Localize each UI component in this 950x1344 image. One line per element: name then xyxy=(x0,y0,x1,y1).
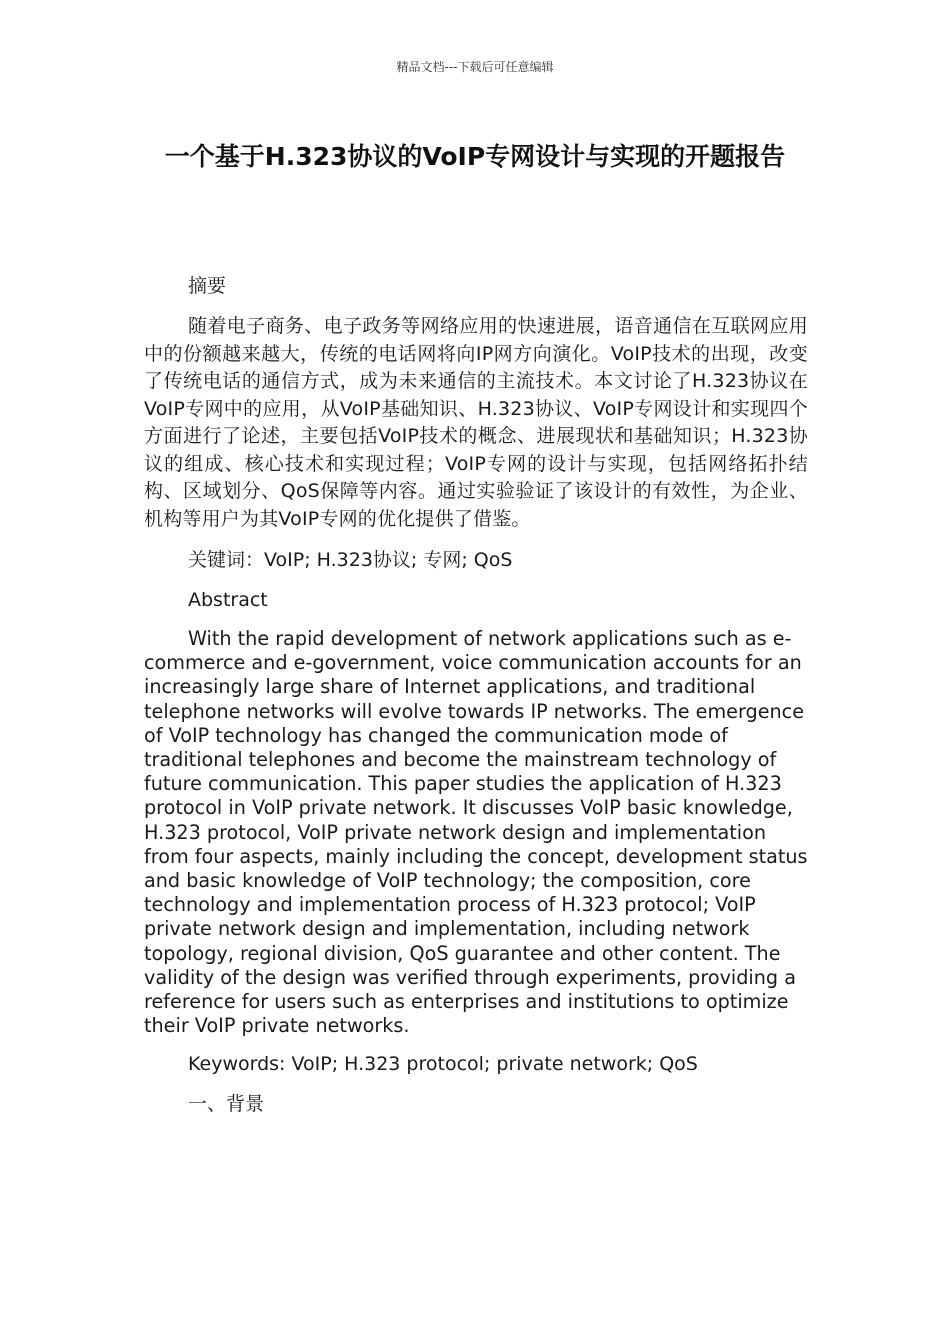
abstract-en-paragraph: With the rapid development of network applications such as e-commerce and e-government, voice communication accounts for an increasingly large share of Internet applications, and traditional telephone networks will evolve towards IP networks. The emergence of VoIP technology has changed the communication mode of traditional telephones and become the mainstream technology of future communication. This paper studies the application of H.323 protocol in VoIP private network. It discusses VoIP basic knowledge, H.323 protocol, VoIP private network design and implementation from four aspects, mainly including the concept, development status and basic knowledge of VoIP technology; the composition, core technology and implementation process of H.323 protocol; VoIP private network design and implementation, including network topology, regional division, QoS guarantee and other content. The validity of the design was verified through experiments, providing a reference for users such as enterprises and institutions to optimize their VoIP private networks. xyxy=(144,627,808,1038)
section-background-heading: 一、背景 xyxy=(188,1093,265,1116)
abstract-en-heading: Abstract xyxy=(188,589,268,611)
page-header-watermark: 精品文档---下载后可任意编辑 xyxy=(396,60,554,74)
abstract-zh-heading: 摘要 xyxy=(188,275,227,297)
abstract-zh-paragraph: 随着电子商务、电子政务等网络应用的快速进展，语音通信在互联网应用中的份额越来越大，传统的电话网将向IP网方向演化。VoIP技术的出现，改变了传统电话的通信方式，成为未来通信的主流技术。本文讨论了H.323协议在VoIP专网中的应用，从VoIP基础知识、H.323协议、VoIP专网设计和实现四个方面进行了论述，主要包括VoIP技术的概念、进展现状和基础知识；H.323协议的组成、核心技术和实现过程；VoIP专网的设计与实现，包括网络拓扑结构、区域划分、QoS保障等内容。通过实验验证了该设计的有效性，为企业、机构等用户为其VoIP专网的优化提供了借鉴。 xyxy=(144,315,808,530)
keywords-en: Keywords: VoIP; H.323 protocol; private network; QoS xyxy=(188,1053,698,1076)
document-title: 一个基于H.323协议的VoIP专网设计与实现的开题报告 xyxy=(164,142,786,171)
keywords-zh: 关键词：VoIP; H.323协议; 专网; QoS xyxy=(188,549,513,571)
document-body xyxy=(144,272,808,1131)
